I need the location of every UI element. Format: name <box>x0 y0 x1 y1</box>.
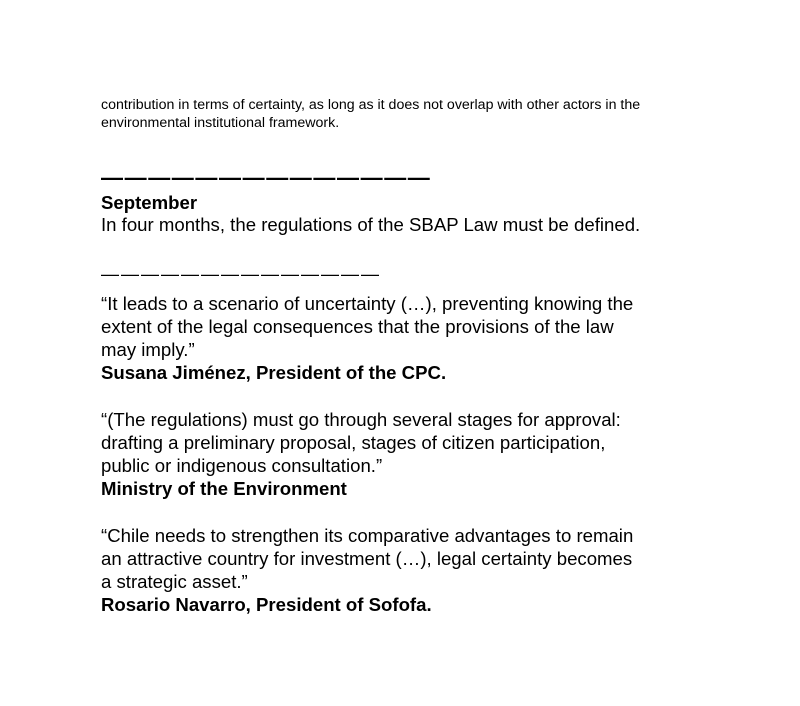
quote-line: may imply.” <box>101 339 195 360</box>
quote-line: public or indigenous consultation.” <box>101 455 383 476</box>
quote-text <box>101 524 741 593</box>
quote-line: an attractive country for investment (…), legal certainty becomes <box>101 548 633 569</box>
quote-line: a strategic asset.” <box>101 571 248 592</box>
quote-line: “Chile needs to strengthen its comparative advantages to remain <box>101 525 634 546</box>
section-heading: September <box>101 192 198 213</box>
document-page <box>101 96 741 616</box>
quote-text <box>101 408 741 477</box>
divider-bold: —————————————— <box>101 168 432 188</box>
quote-source: Rosario Navarro, President of Sofofa. <box>101 594 432 615</box>
quote-source: Susana Jiménez, President of the CPC. <box>101 362 447 383</box>
intro-line: environmental institutional framework. <box>101 115 340 131</box>
intro-paragraph <box>101 96 741 132</box>
quote-text <box>101 292 741 361</box>
quote-line: “(The regulations) must go through several stages for approval: <box>101 409 621 430</box>
quote-line: “It leads to a scenario of uncertainty (…), preventing knowing the <box>101 293 634 314</box>
section-text: In four months, the regulations of the SBAP Law must be defined. <box>101 214 641 235</box>
divider-thin: —————————————— <box>101 264 381 284</box>
quote-source: Ministry of the Environment <box>101 478 347 499</box>
intro-line: contribution in terms of certainty, as long as it does not overlap with other actors in the <box>101 97 641 113</box>
quote-line: drafting a preliminary proposal, stages of citizen participation, <box>101 432 606 453</box>
quote-block <box>101 292 741 384</box>
quote-block <box>101 524 741 616</box>
quote-line: extent of the legal consequences that the provisions of the law <box>101 316 614 337</box>
quote-block <box>101 408 741 500</box>
